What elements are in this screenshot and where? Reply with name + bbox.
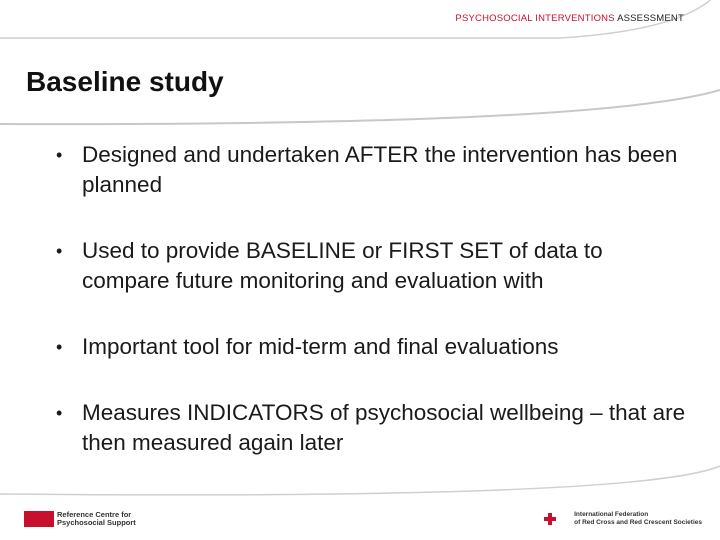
bullet-dot-icon: • [56, 145, 63, 165]
bullet-text: Used to provide BASELINE or FIRST SET of data to compare future monitoring and evaluation with [82, 238, 603, 293]
bullet-text: Important tool for mid-term and final evaluations [82, 334, 559, 359]
header-label-accent: PSYCHOSOCIAL INTERVENTIONS [455, 13, 615, 24]
red-cross-crescent-icon [544, 512, 570, 526]
ifrc-logo [544, 511, 702, 527]
bullet-dot-icon: • [56, 241, 63, 261]
bullet-list [56, 140, 696, 494]
bullet-item [56, 332, 696, 362]
bullet-item [56, 236, 696, 296]
bullet-item [56, 140, 696, 200]
ifrc-text [574, 511, 702, 527]
slide-title: Baseline study [26, 66, 224, 97]
bullet-text: Measures INDICATORS of psychosocial wellbeing – that are then measured again later [82, 400, 686, 455]
reference-centre-text [57, 511, 136, 527]
bullet-text: Designed and undertaken AFTER the intervention has been planned [82, 142, 678, 197]
header-label [455, 13, 684, 24]
header-label-rest: ASSESSMENT [614, 13, 684, 24]
ifrc-line2: of Red Cross and Red Crescent Societies [574, 519, 702, 526]
bullet-dot-icon: • [56, 337, 63, 357]
bullet-item [56, 398, 696, 458]
reference-centre-logo [24, 511, 136, 527]
ifrc-red-box-icon [24, 511, 54, 527]
reference-centre-line2: Psychosocial Support [57, 518, 136, 527]
reference-centre-line1: Reference Centre for [57, 510, 132, 519]
bullet-dot-icon: • [56, 403, 63, 423]
ifrc-line1: International Federation [574, 511, 649, 518]
